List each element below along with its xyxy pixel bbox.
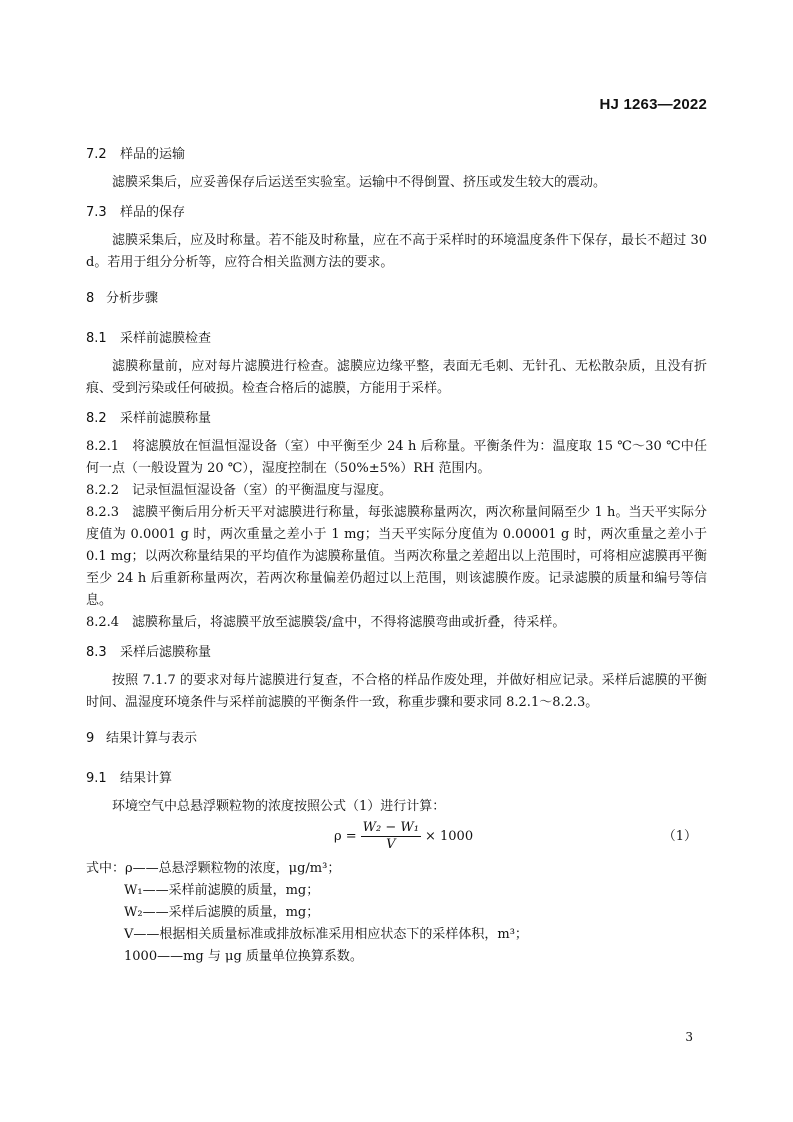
section-7-2-paragraph: 滤膜采集后，应妥善保存后运送至实验室。运输中不得倒置、挤压或发生较大的震动。 xyxy=(112,175,607,190)
section-8-heading: 8 分析步骤 xyxy=(86,291,159,306)
clause-8-2-1: 8.2.1 将滤膜放在恒温恒湿设备（室）中平衡至少 24 h 后称量。平衡条件为：温度取 15 ℃～30 ℃中任何一点（一般设置为 20 ℃），湿度控制在（50%±5%）RH 范围内。 xyxy=(86,439,707,476)
page-number: 3 xyxy=(685,1030,693,1044)
section-8-3-heading: 8.3 采样后滤膜称量 xyxy=(86,645,212,660)
clause-8-2-4: 8.2.4 滤膜称量后，将滤膜平放至滤膜袋/盒中，不得将滤膜弯曲或折叠，待采样。 xyxy=(86,615,566,630)
definition-item-1000: 1000——mg 与 μg 质量单位换算系数。 xyxy=(124,949,363,964)
section-9-1-paragraph: 环境空气中总悬浮颗粒物的浓度按照公式（1）进行计算： xyxy=(112,799,446,814)
formula-numerator: W₂ − W₁ xyxy=(362,820,419,835)
definition-item-v: V——根据相关质量标准或排放标准采用相应状态下的采样体积，m³； xyxy=(124,927,528,942)
section-8-1-paragraph: 滤膜称量前，应对每片滤膜进行检查。滤膜应边缘平整，表面无毛刺、无针孔、无松散杂质，且没有折痕、受到污染或任何破损。检查合格后的滤膜，方能用于采样。 xyxy=(86,359,707,396)
section-8-3-paragraph: 按照 7.1.7 的要求对每片滤膜进行复查，不合格的样品作废处理，并做好相应记录。采样后滤膜的平衡时间、温湿度环境条件与采样前滤膜的平衡条件一致，称重步骤和要求同 8.2.1～8.2.3。 xyxy=(86,673,707,710)
formula-tail: × 1000 xyxy=(424,828,474,844)
clause-8-2-3: 8.2.3 滤膜平衡后用分析天平对滤膜进行称量，每张滤膜称量两次，两次称量间隔至少 1 h。当天平实际分度值为 0.0001 g 时，两次重量之差小于 1 mg；当天平实际分度值为 0.00001 g 时，两次重量之差小于 0.1 mg；以两次称量结果的平均值作为滤膜称量值。当两次称量之差超出以上范围时，可将相应滤膜再平衡至少 24 h 后重新称量两次，若两次称量偏差仍超过以上范围，则该滤膜作废。记录滤膜的质量和编号等信息。 xyxy=(86,505,707,608)
section-7-3-heading: 7.3 样品的保存 xyxy=(86,205,186,220)
section-7-2-heading: 7.2 样品的运输 xyxy=(86,147,186,162)
section-9-1-heading: 9.1 结果计算 xyxy=(86,771,173,786)
formula-number: （1） xyxy=(662,829,697,844)
formula-lhs: ρ = xyxy=(334,828,357,844)
formula-expression xyxy=(334,820,473,853)
document-code: HJ 1263—2022 xyxy=(599,96,707,113)
definition-item-w2: W₂——采样后滤膜的质量，mg； xyxy=(124,905,320,920)
formula-fraction xyxy=(361,820,421,853)
section-9-heading: 9 结果计算与表示 xyxy=(86,731,198,746)
formula-denominator: V xyxy=(386,837,396,852)
document-body xyxy=(86,144,707,968)
section-8-2-heading: 8.2 采样前滤膜称量 xyxy=(86,411,212,426)
definitions-block xyxy=(86,858,707,968)
definition-item-w1: W₁——采样前滤膜的质量，mg； xyxy=(124,883,320,898)
clause-8-2-2: 8.2.2 记录恒温恒湿设备（室）的平衡温度与湿度。 xyxy=(86,483,393,498)
section-8-1-heading: 8.1 采样前滤膜检查 xyxy=(86,331,212,346)
formula-1 xyxy=(86,818,707,858)
definition-item-rho: 式中：ρ——总悬浮颗粒物的浓度，μg/m³； xyxy=(86,861,341,876)
section-7-3-paragraph: 滤膜采集后，应及时称量。若不能及时称量，应在不高于采样时的环境温度条件下保存，最长不超过 30 d。若用于组分分析等，应符合相关监测方法的要求。 xyxy=(86,233,707,270)
